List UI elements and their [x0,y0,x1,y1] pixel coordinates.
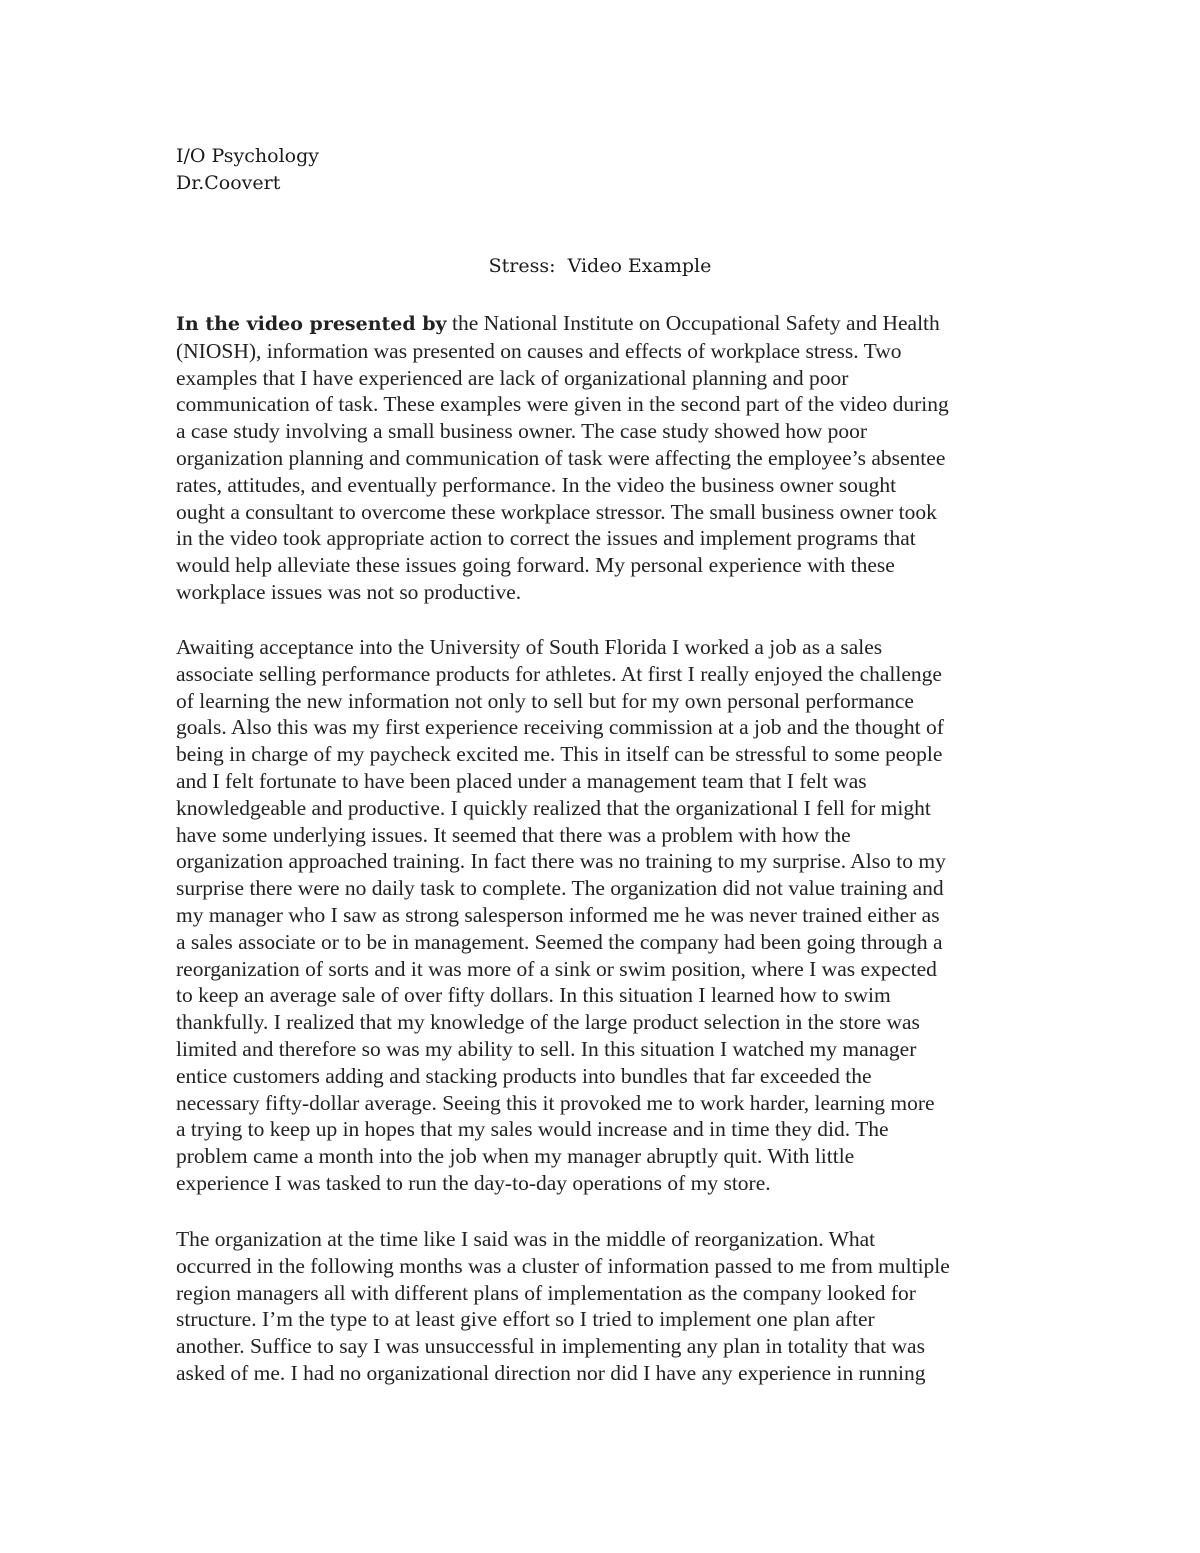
paragraph-line: and I felt fortunate to have been placed under a management team that I felt was [176,768,867,793]
paragraph-line: examples that I have experienced are lack of organizational planning and poor [176,365,849,390]
paragraph-line: associate selling performance products for athletes. At first I really enjoyed the challenge [176,661,942,686]
paragraph-line: limited and therefore so was my ability to sell. In this situation I watched my manager [176,1036,917,1061]
paragraph-line: occurred in the following months was a cluster of information passed to me from multiple [176,1253,950,1278]
course-name: I/O Psychology [176,145,320,167]
paragraph-line: organization approached training. In fact there was no training to my surprise. Also to my [176,849,946,874]
paragraph-2 [176,634,1036,1197]
paragraph-line: asked of me. I had no organizational direction nor did I have any experience in running [176,1360,926,1385]
paragraph-3 [176,1226,1036,1387]
paragraph-line: region managers all with different plans of implementation as the company looked for [176,1280,916,1305]
paragraph-line: goals. Also this was my first experience receiving commission at a job and the thought of [176,715,944,740]
paragraph-line: (NIOSH), information was presented on causes and effects of workplace stress. Two [176,338,902,363]
lead-phrase: In the video presented by [176,313,447,335]
instructor-name: Dr.Coovert [176,172,281,194]
paragraph-line: my manager who I saw as strong salesperson informed me he was never trained either as [176,902,940,927]
paragraph-line: a case study involving a small business owner. The case study showed how poor [176,419,868,444]
paragraph-line: being in charge of my paycheck excited me. This in itself can be stressful to some people [176,742,943,767]
paragraph-line: knowledgeable and productive. I quickly realized that the organizational I fell for might [176,795,931,820]
paragraph-line: organization planning and communication of task were affecting the employee’s absentee [176,445,946,470]
paragraph-line: reorganization of sorts and it was more of a sink or swim position, where I was expected [176,956,937,981]
paragraph-line: of learning the new information not only to sell but for my own personal performance [176,688,914,713]
paragraph-line: rates, attitudes, and eventually performance. In the video the business owner sought [176,472,897,497]
paragraph-line: structure. I’m the type to at least give effort so I tried to implement one plan after [176,1307,875,1332]
paragraph-line: communication of task. These examples were given in the second part of the video during [176,392,949,417]
paragraph-line [176,310,1036,338]
paragraph-line: experience I was tasked to run the day-to-day operations of my store. [176,1170,771,1195]
document-header [176,143,319,197]
paragraph-line: another. Suffice to say I was unsuccessful in implementing any plan in totality that was [176,1334,925,1359]
paragraph-line: entice customers adding and stacking products into bundles that far exceeded the [176,1063,872,1088]
paragraph-line: to keep an average sale of over fifty dollars. In this situation I learned how to swim [176,983,891,1008]
paragraph-line: a trying to keep up in hopes that my sales would increase and in time they did. The [176,1117,889,1142]
paragraph-line: a sales associate or to be in management. Seemed the company had been going through a [176,929,943,954]
paragraph-line: thankfully. I realized that my knowledge of the large product selection in the store was [176,1010,920,1035]
paragraph-line: problem came a month into the job when my manager abruptly quit. With little [176,1144,855,1169]
paragraph-line: ought a consultant to overcome these workplace stressor. The small business owner took [176,499,937,524]
paragraph-line: have some underlying issues. It seemed that there was a problem with how the [176,822,851,847]
paragraph-line: workplace issues was not so productive. [176,579,522,604]
document-title: Stress: Video Example [488,255,712,277]
paragraph-line: surprise there were no daily task to complete. The organization did not value training and [176,876,944,901]
paragraph-line: Awaiting acceptance into the University of South Florida I worked a job as a sales [176,635,883,659]
line-text: the National Institute on Occupational Safety and Health [446,311,940,335]
paragraph-1 [176,310,1036,606]
paragraph-line: The organization at the time like I said was in the middle of reorganization. What [176,1227,876,1251]
paragraph-line: necessary fifty-dollar average. Seeing this it provoked me to work harder, learning more [176,1090,935,1115]
paragraph-line: in the video took appropriate action to correct the issues and implement programs that [176,526,916,551]
paragraph-line: would help alleviate these issues going forward. My personal experience with these [176,553,895,578]
